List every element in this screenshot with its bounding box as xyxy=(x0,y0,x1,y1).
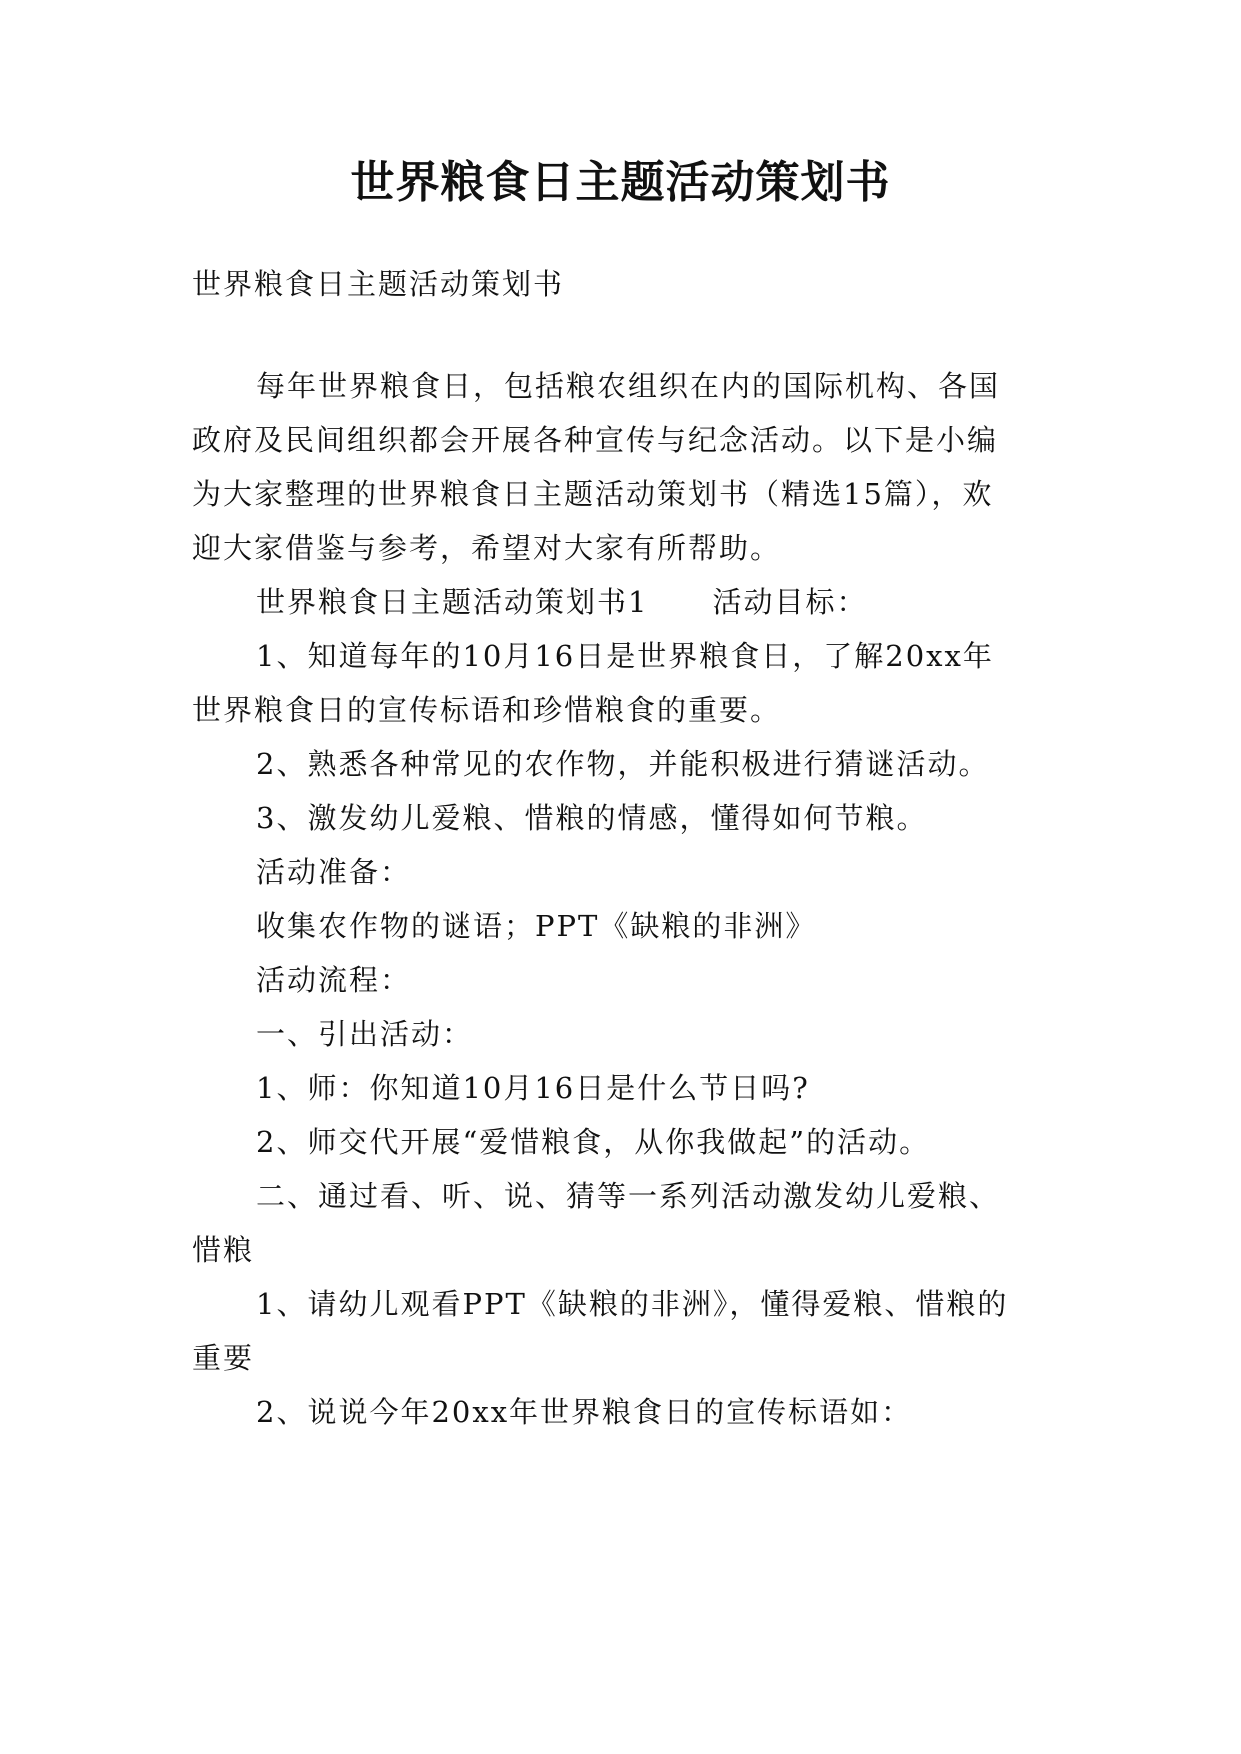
paragraph-line: 为大家整理的世界粮食日主题活动策划书（精选15篇），欢 xyxy=(192,477,994,511)
paragraph-line: 重要 xyxy=(192,1341,255,1375)
paragraph-line: 3、激发幼儿爱粮、惜粮的情感，懂得如何节粮。 xyxy=(256,801,928,835)
paragraph-line: 迎大家借鉴与参考，希望对大家有所帮助。 xyxy=(192,531,782,565)
paragraph-line: 政府及民间组织都会开展各种宣传与纪念活动。以下是小编 xyxy=(192,423,999,457)
page-title: 世界粮食日主题活动策划书 xyxy=(350,157,891,208)
paragraph-line: 一、引出活动： xyxy=(256,1017,474,1051)
paragraph-line: 1、请幼儿观看PPT《缺粮的非洲》，懂得爱粮、惜粮的 xyxy=(256,1287,1009,1321)
document-subtitle: 世界粮食日主题活动策划书 xyxy=(192,267,565,301)
paragraph-line: 世界粮食日的宣传标语和珍惜粮食的重要。 xyxy=(192,693,782,727)
paragraph-line: 收集农作物的谜语；PPT《缺粮的非洲》 xyxy=(256,909,817,943)
paragraph-line: 1、知道每年的10月16日是世界粮食日，了解20xx年 xyxy=(256,639,994,673)
paragraph-line: 惜粮 xyxy=(192,1233,255,1267)
paragraph-line: 二、通过看、听、说、猜等一系列活动激发幼儿爱粮、 xyxy=(256,1179,1001,1213)
paragraph-line: 2、说说今年20xx年世界粮食日的宣传标语如： xyxy=(256,1395,913,1429)
paragraph-line: 活动准备： xyxy=(256,855,412,889)
paragraph-line: 2、师交代开展“爱惜粮食，从你我做起”的活动。 xyxy=(256,1125,931,1159)
paragraph-line: 2、熟悉各种常见的农作物，并能积极进行猜谜活动。 xyxy=(256,747,990,781)
section-heading-line xyxy=(256,582,867,622)
paragraph-line: 活动流程： xyxy=(256,963,412,997)
section-heading: 世界粮食日主题活动策划书1 xyxy=(256,585,649,619)
goals-label: 活动目标： xyxy=(712,585,868,619)
paragraph-line: 每年世界粮食日，包括粮农组织在内的国际机构、各国 xyxy=(256,369,1001,403)
paragraph-line: 1、师：你知道10月16日是什么节日吗? xyxy=(256,1071,810,1105)
